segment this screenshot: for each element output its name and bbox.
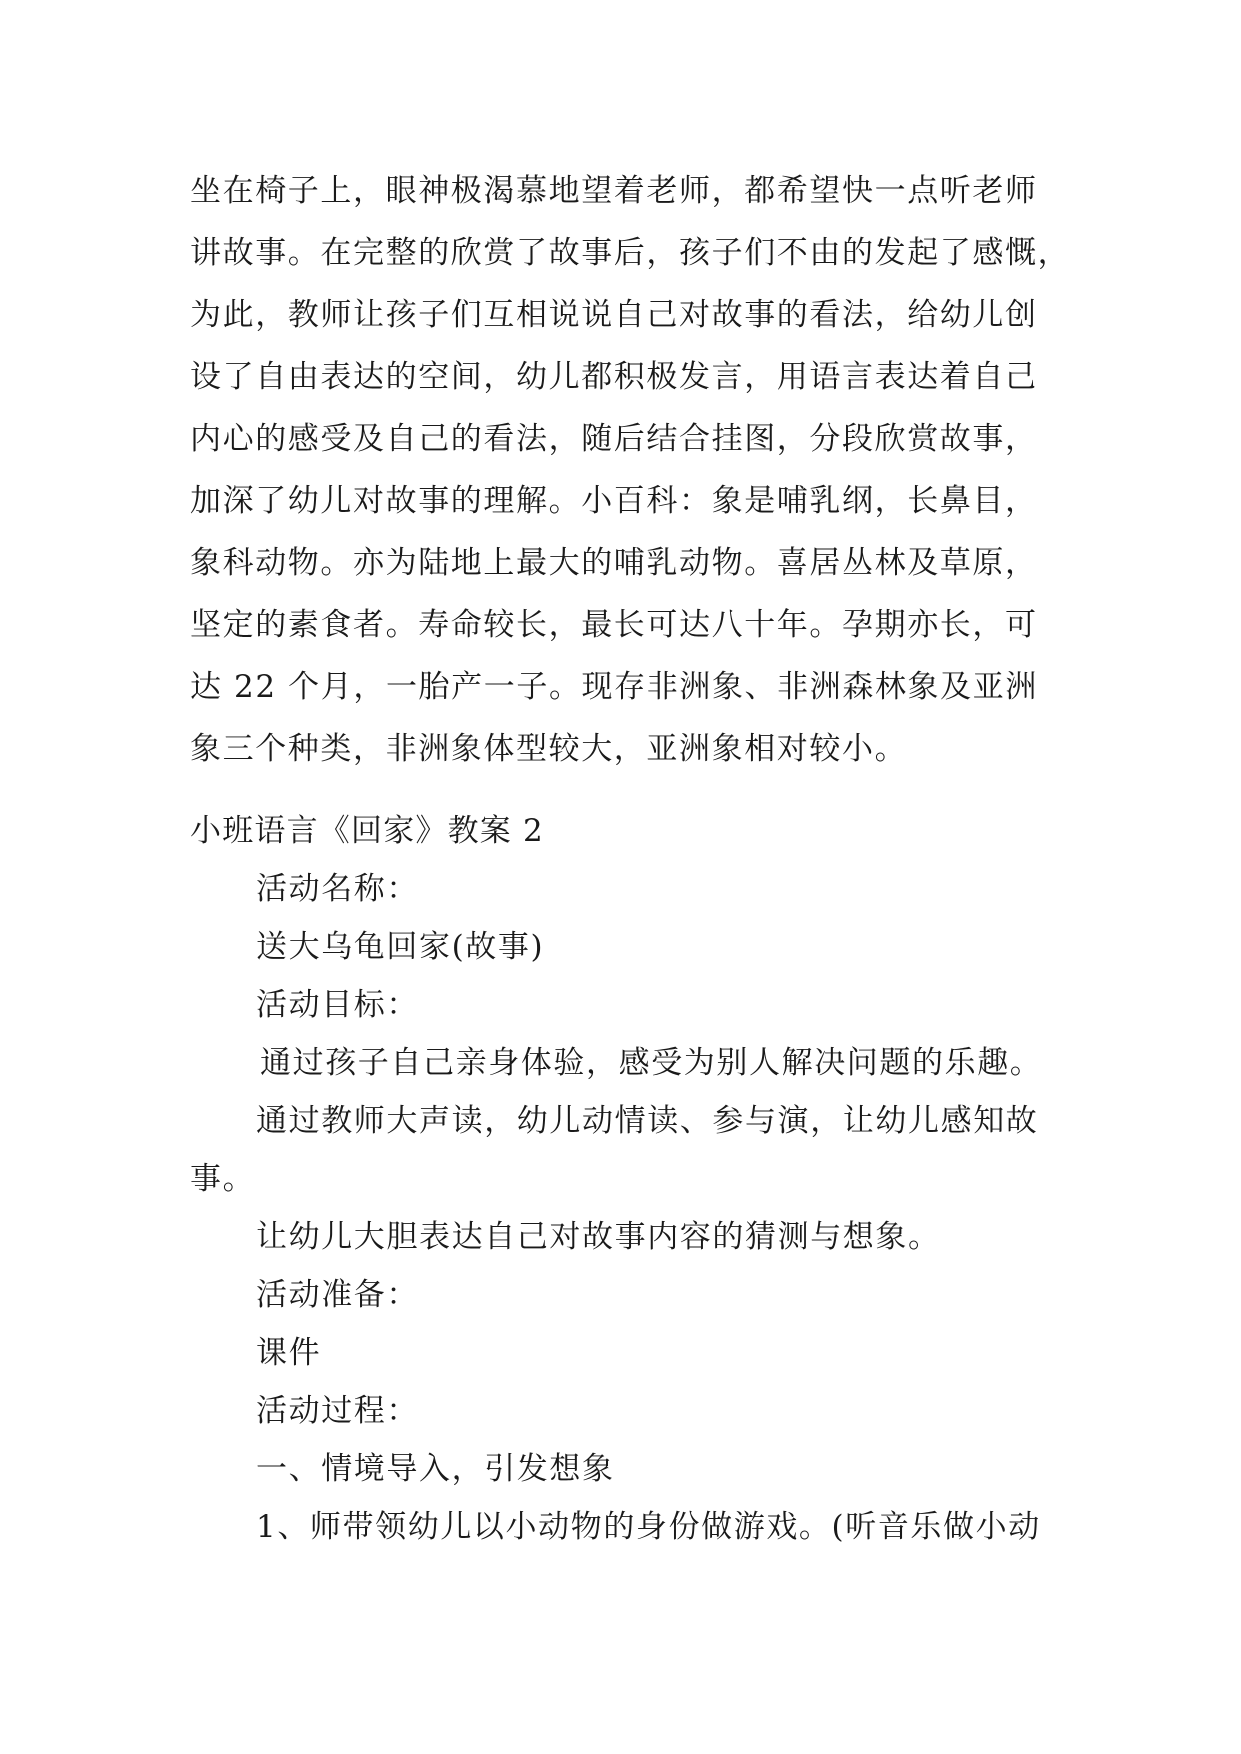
paragraph-line: 坚定的素食者。寿命较长，最长可达八十年。孕期亦长，可 [190, 607, 1038, 643]
lesson-plan-section [190, 802, 1070, 1556]
goal-item-continuation: 事。 [190, 1161, 256, 1197]
body-paragraph [190, 160, 1070, 780]
goal-item: 让幼儿大胆表达自己对故事内容的猜测与想象。 [256, 1219, 941, 1255]
paragraph-line: 坐在椅子上，眼神极渴慕地望着老师，都希望快一点听老师 [190, 173, 1038, 209]
goal-item: 通过教师大声读，幼儿动情读、参与演，让幼儿感知故 [256, 1103, 1039, 1139]
activity-name: 送大乌龟回家(故事) [256, 929, 545, 965]
lesson-title: 小班语言《回家》教案 2 [190, 813, 544, 849]
process-step: 一、情境导入，引发想象 [256, 1451, 615, 1487]
process-substep: 1、师带领幼儿以小动物的身份做游戏。(听音乐做小动 [256, 1509, 1041, 1545]
process-label: 活动过程： [256, 1393, 419, 1429]
paragraph-line: 设了自由表达的空间，幼儿都积极发言，用语言表达着自己 [190, 359, 1038, 395]
paragraph-line: 达 22 个月，一胎产一子。现存非洲象、非洲森林象及亚洲 [190, 669, 1038, 705]
goals-label: 活动目标： [256, 987, 419, 1023]
activity-name-label: 活动名称： [256, 871, 419, 907]
paragraph-line: 内心的感受及自己的看法，随后结合挂图，分段欣赏故事， [190, 421, 1038, 457]
paragraph-line: 象三个种类，非洲象体型较大，亚洲象相对较小。 [190, 731, 908, 767]
paragraph-line: 为此，教师让孩子们互相说说自己对故事的看法，给幼儿创 [190, 297, 1038, 333]
prep-item: 课件 [256, 1335, 322, 1371]
paragraph-line: 象科动物。亦为陆地上最大的哺乳动物。喜居丛林及草原， [190, 545, 1038, 581]
paragraph-line: 加深了幼儿对故事的理解。小百科：象是哺乳纲，长鼻目， [190, 483, 1038, 519]
goal-item: 通过孩子自己亲身体验，感受为别人解决问题的乐趣。 [260, 1045, 1043, 1081]
prep-label: 活动准备： [256, 1277, 419, 1313]
paragraph-line: 讲故事。在完整的欣赏了故事后，孩子们不由的发起了感慨， [190, 235, 1071, 271]
